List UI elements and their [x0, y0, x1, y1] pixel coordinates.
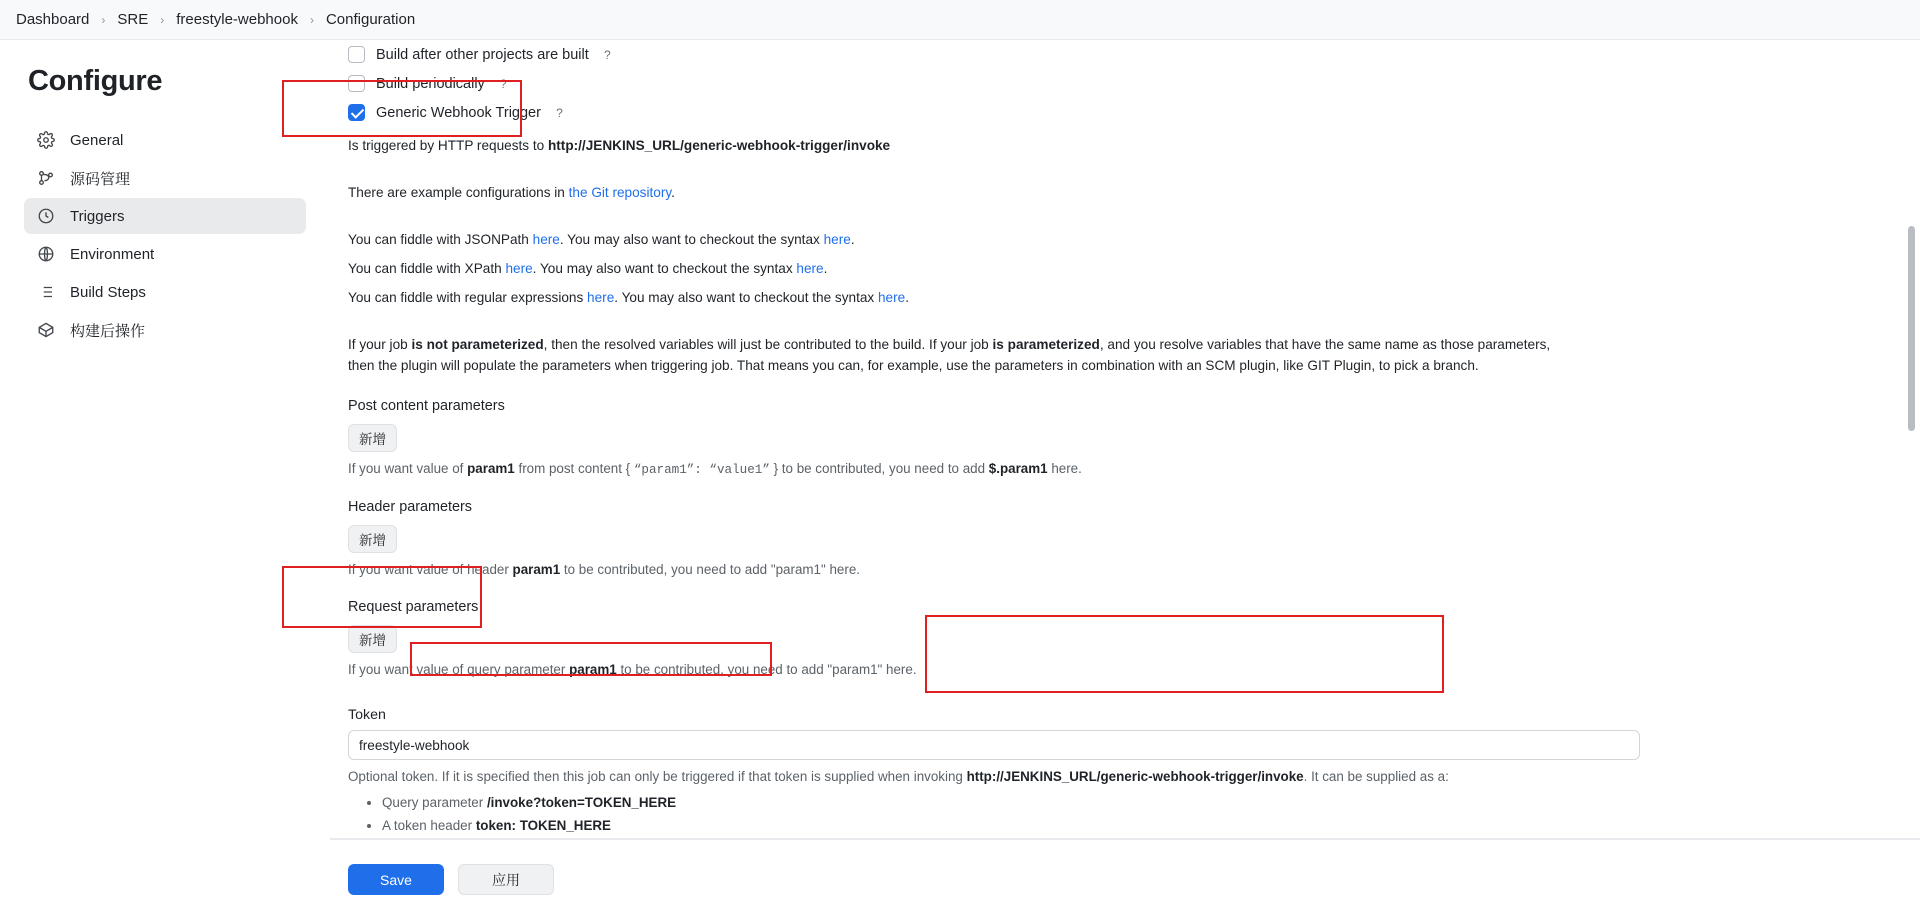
hint-post-content	[348, 461, 1640, 477]
checkbox-row-generic-webhook-trigger[interactable]	[348, 98, 1640, 127]
token-note	[348, 769, 1640, 784]
git-repository-link[interactable]: the Git repository	[568, 185, 672, 201]
configure-sidebar	[0, 40, 330, 919]
list-item	[382, 791, 1640, 814]
page-body	[0, 40, 1920, 919]
add-header-parameter-button[interactable]: 新增	[348, 525, 397, 553]
hint-post: here.	[1047, 461, 1082, 477]
fiddle-prefix: You can fiddle with regular expressions	[348, 290, 588, 306]
globe-icon	[36, 244, 56, 264]
hint-mid: from post content {	[514, 461, 634, 477]
sidebar-item-label: Build Steps	[70, 283, 146, 301]
checkbox-label: Build after other projects are built	[376, 46, 589, 63]
jsonpath-syntax-link[interactable]: here	[823, 232, 851, 248]
checkbox-label: Build periodically	[376, 75, 485, 92]
breadcrumb	[0, 0, 1920, 40]
hint-bold: param1	[512, 562, 561, 578]
parameterized-note-a: If your job	[348, 337, 412, 353]
breadcrumb-separator: ›	[101, 12, 106, 27]
section-title-header-parameters: Header parameters	[348, 499, 472, 516]
add-request-parameter-button[interactable]: 新增	[348, 625, 397, 653]
hint-bold: param1	[467, 461, 515, 477]
breadcrumb-item-sre[interactable]: SRE	[117, 11, 149, 28]
vertical-scrollbar-thumb[interactable]	[1908, 226, 1915, 431]
checkbox-build-after-other-projects[interactable]	[348, 46, 365, 63]
gear-icon	[36, 130, 56, 150]
xpath-syntax-link[interactable]: here	[796, 261, 824, 277]
parameterized-note-d: is parameterized	[992, 337, 1100, 353]
sidebar-item-post-build-actions[interactable]	[24, 312, 306, 348]
clock-icon	[36, 206, 56, 226]
sidebar-item-general[interactable]	[24, 122, 306, 158]
section-title-post-content: Post content parameters	[348, 398, 505, 415]
breadcrumb-item-configuration[interactable]: Configuration	[325, 11, 416, 28]
hint-mid2: } to be contributed, you need to add	[769, 461, 989, 477]
configuration-scroll-area	[330, 40, 1920, 833]
checkbox-build-periodically[interactable]	[348, 75, 365, 92]
jsonpath-fiddle-link[interactable]: here	[532, 232, 560, 248]
help-icon[interactable]: ?	[499, 76, 507, 91]
fiddle-mid: . You may also want to checkout the syntax	[532, 261, 797, 277]
hint-code: “param1”: “value1”	[633, 463, 770, 478]
package-icon	[36, 320, 56, 340]
option-pre: A token header	[382, 818, 476, 834]
fiddle-mid: . You may also want to checkout the syntax	[614, 290, 878, 306]
option-pre: Query parameter	[382, 795, 487, 811]
example-config-prefix: There are example configurations in	[348, 185, 569, 201]
token-note-url: http://JENKINS_URL/generic-webhook-trigger/invoke	[966, 769, 1304, 785]
fiddle-post: .	[823, 261, 828, 277]
fiddle-xpath-line	[348, 258, 1640, 279]
parameterized-note-b: is not parameterized	[411, 337, 544, 353]
sidebar-item-label: 源码管理	[70, 170, 131, 188]
parameterized-note-c: , then the resolved variables will just be contributed to the build. If your job	[543, 337, 993, 353]
fiddle-post: .	[905, 290, 909, 306]
example-config-note	[348, 182, 1640, 203]
add-post-content-parameter-button[interactable]: 新增	[348, 424, 397, 452]
parameterized-note	[348, 334, 1640, 355]
apply-button[interactable]: 应用	[458, 864, 554, 895]
fiddle-regex-line	[348, 287, 1640, 308]
token-label: Token	[348, 707, 386, 724]
checkbox-row-build-periodically[interactable]	[348, 69, 1640, 98]
sidebar-item-source-code-management[interactable]	[24, 160, 306, 196]
page-title: Configure	[28, 65, 163, 97]
sidebar-item-triggers[interactable]	[24, 198, 306, 234]
parameterized-note-2: then the plugin will populate the parameters when triggering job. That means you can, for example, use the parameters in combination with an SCM plugin, like GIT Plugin, to pick a branch.	[348, 358, 1479, 374]
fiddle-mid: . You may also want to checkout the syntax	[559, 232, 824, 248]
hint-mid: to be contributed, you need to add "param1" here.	[560, 562, 860, 578]
token-input[interactable]	[348, 730, 1640, 760]
branch-icon	[36, 168, 56, 188]
hint-pre: If you want value of	[348, 461, 468, 477]
hint-pre: If you want value of query parameter	[348, 662, 570, 678]
option-bold: /invoke?token=TOKEN_HERE	[486, 795, 677, 811]
triggered-by-prefix: Is triggered by HTTP requests to	[348, 138, 548, 153]
sidebar-item-environment[interactable]	[24, 236, 306, 272]
xpath-fiddle-link[interactable]: here	[505, 261, 533, 277]
form-footer	[330, 839, 1920, 919]
fiddle-jsonpath-line	[348, 229, 1640, 250]
list-item	[382, 814, 1640, 837]
fiddle-prefix: You can fiddle with XPath	[348, 261, 506, 277]
example-config-suffix: .	[671, 185, 675, 201]
sidebar-item-build-steps[interactable]	[24, 274, 306, 310]
token-note-pre: Optional token. If it is specified then this job can only be triggered if that token is supplied when invoking	[348, 769, 967, 785]
parameterized-note-e: , and you resolve variables that have the same name as those parameters,	[1099, 337, 1551, 353]
hint-pre: If you want value of header	[348, 562, 513, 578]
breadcrumb-separator: ›	[309, 12, 314, 27]
option-bold: token: TOKEN_HERE	[475, 818, 611, 834]
fiddle-prefix: You can fiddle with JSONPath	[348, 232, 533, 248]
help-icon[interactable]: ?	[556, 105, 563, 120]
breadcrumb-separator: ›	[160, 12, 165, 27]
triggered-by-note	[348, 135, 1640, 156]
fiddle-post: .	[850, 232, 855, 248]
sidebar-item-label: Triggers	[70, 207, 125, 225]
hint-request-parameters	[348, 662, 1640, 677]
hint-bold: param1	[569, 662, 617, 678]
hint-mid: to be contributed, you need to add "param1" here.	[616, 662, 917, 678]
sidebar-item-label: General	[70, 131, 124, 149]
checkbox-row-build-after-other-projects[interactable]	[348, 40, 1640, 69]
regex-syntax-link[interactable]: here	[878, 290, 906, 306]
regex-fiddle-link[interactable]: here	[587, 290, 615, 306]
checkbox-generic-webhook-trigger[interactable]	[348, 104, 365, 121]
sidebar-item-label: Environment	[70, 245, 155, 263]
hint-header-parameters	[348, 562, 1640, 577]
list-icon	[36, 282, 56, 302]
sidebar-item-label: 构建后操作	[70, 322, 146, 340]
breadcrumb-item-job[interactable]: freestyle-webhook	[176, 11, 298, 28]
breadcrumb-item-dashboard[interactable]: Dashboard	[16, 11, 90, 28]
section-title-request-parameters: Request parameters	[348, 599, 479, 616]
help-icon[interactable]: ?	[603, 47, 611, 62]
triggers-form	[330, 40, 1920, 901]
configuration-panel	[330, 40, 1920, 919]
checkbox-label: Generic Webhook Trigger	[376, 104, 541, 121]
token-note-post: . It can be supplied as a:	[1303, 769, 1449, 785]
triggered-by-url: http://JENKINS_URL/generic-webhook-trigger/invoke	[547, 138, 891, 153]
hint-bold2: $.param1	[988, 461, 1048, 477]
save-button[interactable]: Save	[348, 864, 444, 895]
